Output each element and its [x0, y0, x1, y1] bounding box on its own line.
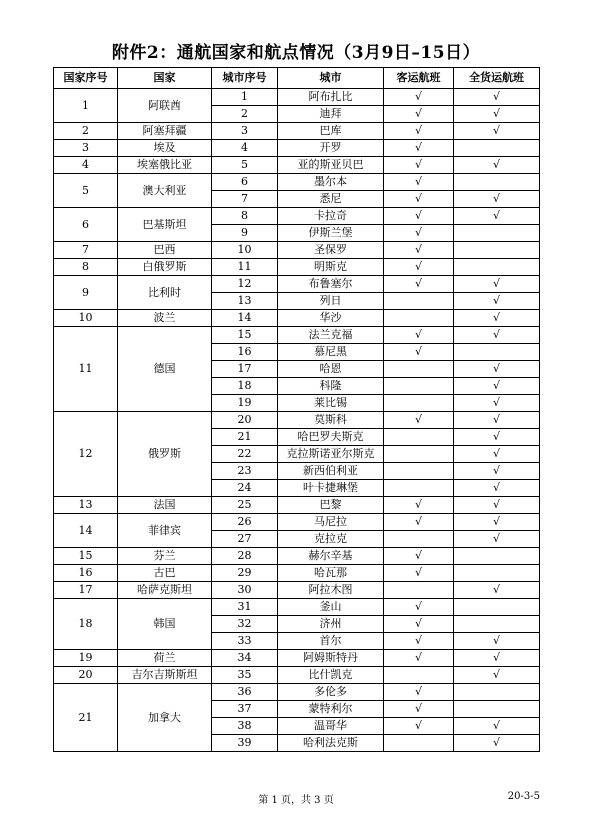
country-name-cell: 法国 — [118, 497, 212, 514]
city-name-cell: 哈瓦那 — [278, 565, 384, 582]
table-row — [54, 684, 540, 701]
city-name-cell: 比什凯克 — [278, 667, 384, 684]
country-number-cell: 1 — [54, 89, 118, 123]
city-number-cell: 5 — [212, 157, 278, 174]
country-number-cell: 13 — [54, 497, 118, 514]
city-name-cell: 叶卡捷琳堡 — [278, 480, 384, 497]
header-passenger-flight: 客运航班 — [384, 68, 454, 89]
city-name-cell: 悉尼 — [278, 191, 384, 208]
city-number-cell: 34 — [212, 650, 278, 667]
cargo-flight-cell: √ — [454, 123, 540, 140]
city-number-cell: 20 — [212, 412, 278, 429]
city-number-cell: 28 — [212, 548, 278, 565]
cargo-flight-cell: √ — [454, 446, 540, 463]
city-number-cell: 19 — [212, 395, 278, 412]
city-name-cell: 科隆 — [278, 378, 384, 395]
country-number-cell: 9 — [54, 276, 118, 310]
cargo-flight-cell: √ — [454, 310, 540, 327]
cargo-flight-cell: √ — [454, 191, 540, 208]
city-number-cell: 11 — [212, 259, 278, 276]
passenger-flight-cell: √ — [384, 701, 454, 718]
country-number-cell: 8 — [54, 259, 118, 276]
passenger-flight-cell: √ — [384, 242, 454, 259]
city-name-cell: 迪拜 — [278, 106, 384, 123]
city-number-cell: 7 — [212, 191, 278, 208]
country-name-cell: 巴西 — [118, 242, 212, 259]
city-number-cell: 25 — [212, 497, 278, 514]
passenger-flight-cell: √ — [384, 633, 454, 650]
city-name-cell: 列日 — [278, 293, 384, 310]
passenger-flight-cell: √ — [384, 157, 454, 174]
city-name-cell: 蒙特利尔 — [278, 701, 384, 718]
cargo-flight-cell: √ — [454, 327, 540, 344]
country-number-cell: 16 — [54, 565, 118, 582]
passenger-flight-cell: √ — [384, 106, 454, 123]
table-row — [54, 548, 540, 565]
header-cargo-flight: 全货运航班 — [454, 68, 540, 89]
table-row — [54, 599, 540, 616]
passenger-flight-cell: √ — [384, 565, 454, 582]
country-name-cell: 荷兰 — [118, 650, 212, 667]
country-name-cell: 比利时 — [118, 276, 212, 310]
passenger-flight-cell — [384, 446, 454, 463]
passenger-flight-cell — [384, 310, 454, 327]
cargo-flight-cell: √ — [454, 106, 540, 123]
passenger-flight-cell — [384, 531, 454, 548]
table-row — [54, 565, 540, 582]
passenger-flight-cell: √ — [384, 684, 454, 701]
city-number-cell: 12 — [212, 276, 278, 293]
table-row — [54, 412, 540, 429]
passenger-flight-cell: √ — [384, 208, 454, 225]
page-number: 第 1 页，共 3 页 — [258, 795, 334, 806]
cargo-flight-cell — [454, 599, 540, 616]
city-name-cell: 马尼拉 — [278, 514, 384, 531]
cargo-flight-cell: √ — [454, 429, 540, 446]
table-row — [54, 650, 540, 667]
passenger-flight-cell: √ — [384, 174, 454, 191]
city-name-cell: 赫尔辛基 — [278, 548, 384, 565]
city-name-cell: 莫斯科 — [278, 412, 384, 429]
passenger-flight-cell: √ — [384, 497, 454, 514]
country-number-cell: 3 — [54, 140, 118, 157]
city-name-cell: 哈巴罗夫斯克 — [278, 429, 384, 446]
country-number-cell: 12 — [54, 412, 118, 497]
table-row — [54, 514, 540, 531]
cargo-flight-cell: √ — [454, 412, 540, 429]
city-name-cell: 阿姆斯特丹 — [278, 650, 384, 667]
city-number-cell: 14 — [212, 310, 278, 327]
city-number-cell: 37 — [212, 701, 278, 718]
city-name-cell: 伊斯兰堡 — [278, 225, 384, 242]
cargo-flight-cell: √ — [454, 361, 540, 378]
header-city: 城市 — [278, 68, 384, 89]
city-number-cell: 24 — [212, 480, 278, 497]
routes-table — [53, 67, 540, 752]
city-number-cell: 9 — [212, 225, 278, 242]
cargo-flight-cell — [454, 548, 540, 565]
city-name-cell: 阿拉木图 — [278, 582, 384, 599]
city-number-cell: 4 — [212, 140, 278, 157]
passenger-flight-cell: √ — [384, 140, 454, 157]
city-number-cell: 36 — [212, 684, 278, 701]
country-name-cell: 古巴 — [118, 565, 212, 582]
city-name-cell: 卡拉奇 — [278, 208, 384, 225]
city-number-cell: 35 — [212, 667, 278, 684]
table-row — [54, 140, 540, 157]
country-name-cell: 哈萨克斯坦 — [118, 582, 212, 599]
city-name-cell: 布鲁塞尔 — [278, 276, 384, 293]
cargo-flight-cell — [454, 174, 540, 191]
city-name-cell: 明斯克 — [278, 259, 384, 276]
cargo-flight-cell: √ — [454, 735, 540, 752]
country-name-cell: 德国 — [118, 327, 212, 412]
passenger-flight-cell: √ — [384, 548, 454, 565]
city-name-cell: 阿布扎比 — [278, 89, 384, 106]
country-number-cell: 14 — [54, 514, 118, 548]
passenger-flight-cell: √ — [384, 412, 454, 429]
city-number-cell: 16 — [212, 344, 278, 361]
city-name-cell: 亚的斯亚贝巴 — [278, 157, 384, 174]
cargo-flight-cell — [454, 344, 540, 361]
header-country: 国家 — [118, 68, 212, 89]
country-number-cell: 4 — [54, 157, 118, 174]
passenger-flight-cell — [384, 378, 454, 395]
table-body — [54, 89, 540, 752]
passenger-flight-cell — [384, 293, 454, 310]
cargo-flight-cell — [454, 565, 540, 582]
city-name-cell: 巴库 — [278, 123, 384, 140]
cargo-flight-cell — [454, 140, 540, 157]
cargo-flight-cell: √ — [454, 531, 540, 548]
city-name-cell: 莱比锡 — [278, 395, 384, 412]
table-row — [54, 157, 540, 174]
passenger-flight-cell: √ — [384, 616, 454, 633]
cargo-flight-cell: √ — [454, 157, 540, 174]
city-number-cell: 17 — [212, 361, 278, 378]
country-number-cell: 10 — [54, 310, 118, 327]
passenger-flight-cell — [384, 361, 454, 378]
city-number-cell: 8 — [212, 208, 278, 225]
table-row — [54, 89, 540, 106]
city-name-cell: 温哥华 — [278, 718, 384, 735]
city-number-cell: 23 — [212, 463, 278, 480]
passenger-flight-cell: √ — [384, 191, 454, 208]
city-name-cell: 华沙 — [278, 310, 384, 327]
city-number-cell: 10 — [212, 242, 278, 259]
table-row — [54, 174, 540, 191]
table-row — [54, 276, 540, 293]
city-name-cell: 克拉克 — [278, 531, 384, 548]
header-country-no: 国家序号 — [54, 68, 118, 89]
country-name-cell: 埃塞俄比亚 — [118, 157, 212, 174]
city-number-cell: 15 — [212, 327, 278, 344]
city-name-cell: 圣保罗 — [278, 242, 384, 259]
cargo-flight-cell: √ — [454, 463, 540, 480]
city-name-cell: 克拉斯诺亚尔斯克 — [278, 446, 384, 463]
country-number-cell: 21 — [54, 684, 118, 752]
country-name-cell: 吉尔吉斯斯坦 — [118, 667, 212, 684]
country-name-cell: 澳大利亚 — [118, 174, 212, 208]
city-number-cell: 27 — [212, 531, 278, 548]
passenger-flight-cell: √ — [384, 599, 454, 616]
cargo-flight-cell: √ — [454, 667, 540, 684]
passenger-flight-cell — [384, 395, 454, 412]
table-row — [54, 667, 540, 684]
passenger-flight-cell — [384, 667, 454, 684]
cargo-flight-cell: √ — [454, 293, 540, 310]
country-number-cell: 17 — [54, 582, 118, 599]
passenger-flight-cell: √ — [384, 718, 454, 735]
table-row — [54, 123, 540, 140]
city-name-cell: 巴黎 — [278, 497, 384, 514]
country-number-cell: 2 — [54, 123, 118, 140]
table-row — [54, 310, 540, 327]
document-title: 附件2：通航国家和航点情况（3月9日–15日） — [111, 43, 481, 63]
city-name-cell: 新西伯利亚 — [278, 463, 384, 480]
city-number-cell: 29 — [212, 565, 278, 582]
country-number-cell: 11 — [54, 327, 118, 412]
country-name-cell: 芬兰 — [118, 548, 212, 565]
country-name-cell: 白俄罗斯 — [118, 259, 212, 276]
city-number-cell: 30 — [212, 582, 278, 599]
city-number-cell: 33 — [212, 633, 278, 650]
cargo-flight-cell: √ — [454, 276, 540, 293]
passenger-flight-cell: √ — [384, 344, 454, 361]
passenger-flight-cell — [384, 429, 454, 446]
cargo-flight-cell: √ — [454, 395, 540, 412]
city-number-cell: 2 — [212, 106, 278, 123]
city-number-cell: 31 — [212, 599, 278, 616]
city-number-cell: 18 — [212, 378, 278, 395]
country-name-cell: 俄罗斯 — [118, 412, 212, 497]
city-number-cell: 22 — [212, 446, 278, 463]
cargo-flight-cell: √ — [454, 497, 540, 514]
city-number-cell: 1 — [212, 89, 278, 106]
city-name-cell: 哈恩 — [278, 361, 384, 378]
city-number-cell: 3 — [212, 123, 278, 140]
passenger-flight-cell — [384, 480, 454, 497]
city-number-cell: 39 — [212, 735, 278, 752]
passenger-flight-cell: √ — [384, 514, 454, 531]
passenger-flight-cell: √ — [384, 225, 454, 242]
cargo-flight-cell: √ — [454, 89, 540, 106]
country-number-cell: 18 — [54, 599, 118, 650]
passenger-flight-cell — [384, 463, 454, 480]
cargo-flight-cell — [454, 259, 540, 276]
city-number-cell: 32 — [212, 616, 278, 633]
cargo-flight-cell — [454, 701, 540, 718]
country-number-cell: 6 — [54, 208, 118, 242]
country-name-cell: 韩国 — [118, 599, 212, 650]
country-number-cell: 7 — [54, 242, 118, 259]
city-name-cell: 开罗 — [278, 140, 384, 157]
passenger-flight-cell: √ — [384, 276, 454, 293]
city-number-cell: 26 — [212, 514, 278, 531]
cargo-flight-cell: √ — [454, 514, 540, 531]
cargo-flight-cell — [454, 242, 540, 259]
passenger-flight-cell: √ — [384, 89, 454, 106]
country-name-cell: 阿塞拜疆 — [118, 123, 212, 140]
passenger-flight-cell: √ — [384, 327, 454, 344]
cargo-flight-cell — [454, 225, 540, 242]
passenger-flight-cell — [384, 582, 454, 599]
city-name-cell: 济州 — [278, 616, 384, 633]
cargo-flight-cell: √ — [454, 378, 540, 395]
print-date: 20-3-5 — [507, 791, 540, 802]
cargo-flight-cell — [454, 684, 540, 701]
table-row — [54, 208, 540, 225]
table-header-row — [54, 68, 540, 89]
cargo-flight-cell: √ — [454, 650, 540, 667]
country-name-cell: 埃及 — [118, 140, 212, 157]
country-number-cell: 15 — [54, 548, 118, 565]
country-name-cell: 巴基斯坦 — [118, 208, 212, 242]
country-number-cell: 5 — [54, 174, 118, 208]
cargo-flight-cell: √ — [454, 480, 540, 497]
table-row — [54, 582, 540, 599]
header-city-no: 城市序号 — [212, 68, 278, 89]
city-name-cell: 首尔 — [278, 633, 384, 650]
city-number-cell: 6 — [212, 174, 278, 191]
table-row — [54, 327, 540, 344]
country-number-cell: 19 — [54, 650, 118, 667]
city-name-cell: 釜山 — [278, 599, 384, 616]
city-name-cell: 哈利法克斯 — [278, 735, 384, 752]
country-number-cell: 20 — [54, 667, 118, 684]
city-name-cell: 法兰克福 — [278, 327, 384, 344]
city-name-cell: 慕尼黑 — [278, 344, 384, 361]
passenger-flight-cell: √ — [384, 650, 454, 667]
table-row — [54, 242, 540, 259]
city-name-cell: 多伦多 — [278, 684, 384, 701]
table-row — [54, 497, 540, 514]
country-name-cell: 波兰 — [118, 310, 212, 327]
passenger-flight-cell: √ — [384, 123, 454, 140]
cargo-flight-cell — [454, 616, 540, 633]
city-number-cell: 38 — [212, 718, 278, 735]
city-name-cell: 墨尔本 — [278, 174, 384, 191]
passenger-flight-cell: √ — [384, 259, 454, 276]
country-name-cell: 阿联酋 — [118, 89, 212, 123]
passenger-flight-cell — [384, 735, 454, 752]
city-number-cell: 21 — [212, 429, 278, 446]
country-name-cell: 菲律宾 — [118, 514, 212, 548]
table-row — [54, 259, 540, 276]
cargo-flight-cell: √ — [454, 582, 540, 599]
cargo-flight-cell: √ — [454, 718, 540, 735]
cargo-flight-cell: √ — [454, 633, 540, 650]
cargo-flight-cell: √ — [454, 208, 540, 225]
country-name-cell: 加拿大 — [118, 684, 212, 752]
city-number-cell: 13 — [212, 293, 278, 310]
